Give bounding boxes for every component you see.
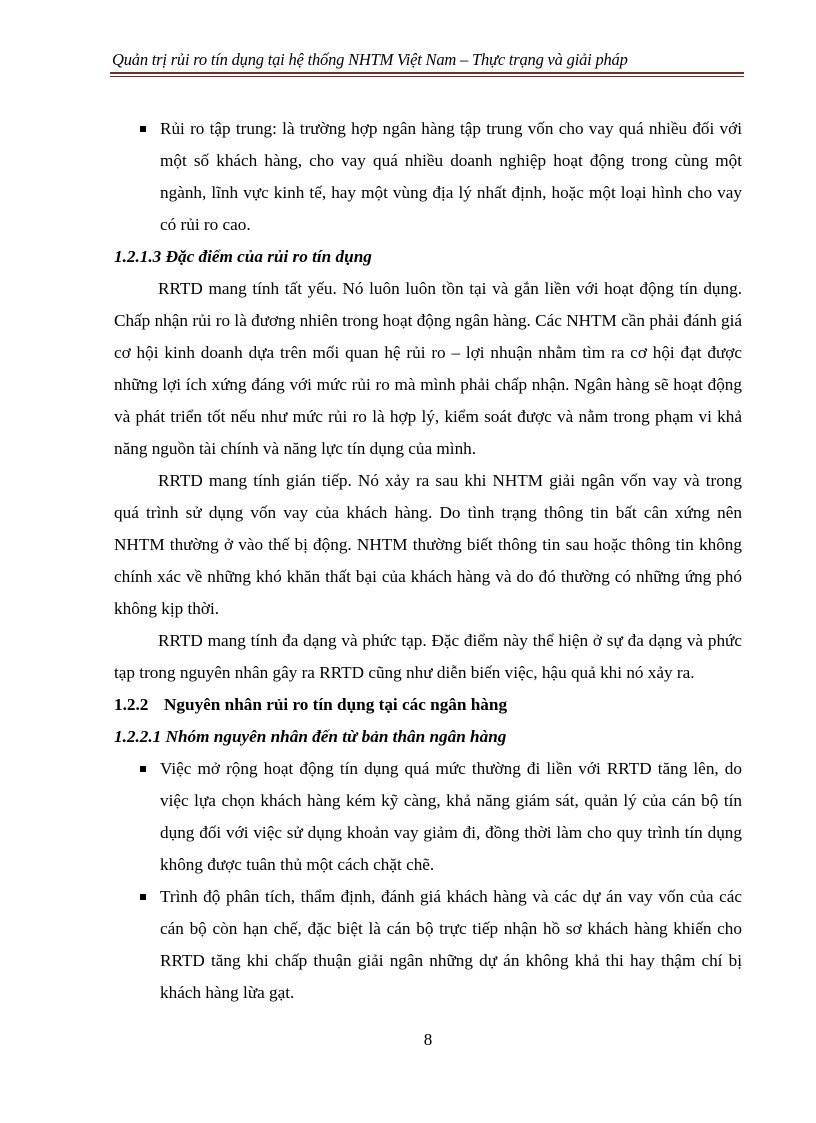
page-number: 8 [423, 1030, 433, 1049]
square-bullet-icon [140, 894, 146, 900]
page-body [114, 113, 742, 1009]
bullet-item [114, 753, 742, 881]
section-heading-1213: 1.2.1.3 Đặc điểm của rủi ro tín dụng [114, 247, 372, 266]
running-header: Quản trị rủi ro tín dụng tại hệ thống NHTM Việt Nam – Thực trạng và giải pháp [112, 50, 628, 69]
section-heading-122 [114, 689, 742, 721]
bullet-text: Việc mở rộng hoạt động tín dụng quá mức thường đi liền với RRTD tăng lên, do việc lựa chọn khách hàng kém kỹ càng, khả năng giám sát, quản lý của cán bộ tín dụng đối với việc sử dụng khoản vay giảm đi, đồng thời làm cho quy trình tín dụng không được tuân thủ một cách chặt chẽ. [160, 759, 742, 874]
square-bullet-icon [140, 126, 146, 132]
bullet-text: Trình độ phân tích, thẩm định, đánh giá khách hàng và các dự án vay vốn của các cán bộ còn hạn chế, đặc biệt là cán bộ trực tiếp nhận hồ sơ khách hàng khiến cho RRTD tăng khi chấp thuận giải ngân những dự án không khả thi hay thậm chí bị khách hàng lừa gạt. [160, 887, 742, 1002]
bullet-item [114, 113, 742, 241]
bullet-item [114, 881, 742, 1009]
header-rule-thick [110, 72, 744, 74]
bullet-text: Rủi ro tập trung: là trường hợp ngân hàng tập trung vốn cho vay quá nhiều đối với một số khách hàng, cho vay quá nhiều doanh nghiệp hoạt động trong cùng một ngành, lĩnh vực kinh tế, hay một vùng địa lý nhất định, hoặc một loại hình cho vay có rủi ro cao. [160, 119, 742, 234]
section-title: Nguyên nhân rủi ro tín dụng tại các ngân hàng [164, 695, 508, 714]
paragraph: RRTD mang tính đa dạng và phức tạp. Đặc điểm này thể hiện ở sự đa dạng và phức tạp trong nguyên nhân gây ra RRTD cũng như diễn biến việc, hậu quả khi nó xảy ra. [114, 631, 742, 682]
section-heading-1221: 1.2.2.1 Nhóm nguyên nhân đến từ bản thân ngân hàng [114, 727, 507, 746]
section-number: 1.2.2 [114, 695, 149, 714]
paragraph: RRTD mang tính gián tiếp. Nó xảy ra sau khi NHTM giải ngân vốn vay và trong quá trình sử dụng vốn vay của khách hàng. Do tình trạng thông tin bất cân xứng nên NHTM thường ở vào thế bị động. NHTM thường biết thông tin sau hoặc thông tin không chính xác về những khó khăn thất bại của khách hàng và do đó thường có những ứng phó không kịp thời. [114, 471, 742, 618]
square-bullet-icon [140, 766, 146, 772]
header-rule-thin [110, 76, 744, 77]
paragraph: RRTD mang tính tất yếu. Nó luôn luôn tồn tại và gắn liền với hoạt động tín dụng. Chấp nhận rủi ro là đương nhiên trong hoạt động ngân hàng. Các NHTM cần phải đánh giá cơ hội kinh doanh dựa trên mối quan hệ rủi ro – lợi nhuận nhằm tìm ra cơ hội đạt được những lợi ích xứng đáng với mức rủi ro mà mình phải chấp nhận. Ngân hàng sẽ hoạt động và phát triển tốt nếu như mức rủi ro là hợp lý, kiểm soát được và nằm trong phạm vi khả năng nguồn tài chính và năng lực tín dụng của mình. [114, 279, 742, 458]
